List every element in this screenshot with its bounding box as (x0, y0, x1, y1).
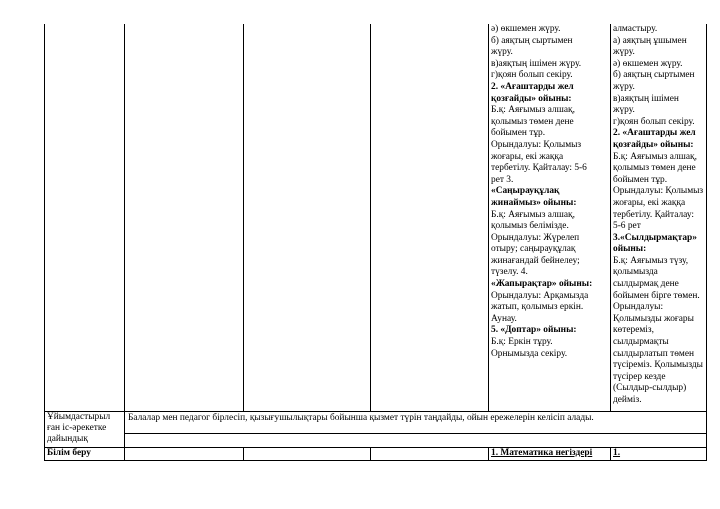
cell-line: ә) өкшемен жүру. (491, 24, 561, 34)
org-activity-text (128, 413, 703, 425)
cell-line: дейміз. (613, 395, 642, 405)
cell-line: 3.«Сылдырмақтар» (613, 232, 697, 243)
cell-line: г)қоян болып секіру. (613, 116, 695, 127)
grid-line (706, 24, 707, 461)
grid-line (243, 24, 244, 411)
org-label-line: ған іс-әрекетке (47, 423, 107, 433)
education-label-text: Білім беру (47, 448, 91, 458)
math-basics-text: 1. Математика негіздері (491, 448, 593, 458)
cell-line: Б.қ: Аяғымыз түзу, (613, 255, 689, 266)
cell-line: жинаймыз» ойыны: (491, 197, 577, 208)
grid-line (44, 24, 45, 461)
cell-line: жүру. (491, 47, 513, 58)
activity-cell-col5 (491, 24, 608, 360)
cell-line: 5-6 рет (613, 221, 641, 232)
cell-line: сылдырмақ дене (613, 279, 679, 290)
cell-line: сылдырмақты (613, 337, 669, 348)
cell-line: ойыны: (613, 244, 647, 255)
cell-line: 2. «Ағаштарды жел (613, 128, 696, 139)
cell-line: ә) өкшемен жүру. (613, 58, 683, 69)
cell-line: а) аяқтың ұшымен (613, 35, 687, 46)
cell-line: Орындалуы: Қолымыз (491, 139, 582, 150)
grid-line (488, 24, 489, 411)
cell-line: тербетілу. Қайталау: (613, 209, 694, 220)
cell-line: Б.қ: Аяғымыз алшақ, (491, 105, 575, 116)
cell-line: Б.қ: Аяғымыз алшақ, (491, 209, 575, 220)
grid-line (488, 447, 489, 461)
org-activity-label (47, 412, 123, 445)
cell-line: қолымыз белімізде. (491, 221, 569, 232)
cell-line: в)аяқтың ішімен жүру. (491, 58, 582, 69)
cell-line: бойымен бірге төмен. (613, 290, 700, 301)
cell-line: жинағандай бейнелеу; (491, 255, 580, 266)
cell-line: Б.қ: Еркін тұру. (491, 337, 553, 348)
cell-line: рет 3. (491, 174, 514, 185)
cell-line: Орындалуы: Қолымыз (613, 186, 704, 197)
cell-line: жүру. (613, 47, 635, 58)
cell-line: көтереміз, (613, 325, 654, 336)
org-label-line: Ұйымдастырыл (47, 412, 111, 422)
grid-line (44, 411, 707, 412)
grid-line (44, 460, 707, 461)
cell-line: «Жапырақтар» ойыны: (491, 279, 593, 290)
cell-line: Орнымызда секіру. (491, 348, 568, 359)
cell-line: бойымен тұр. (491, 128, 546, 139)
cell-line: в)аяқтың ішімен (613, 93, 679, 104)
cell-line: Орындалуы: Арқамызда (491, 290, 589, 301)
cell-line: бойымен тұр. (613, 174, 668, 185)
grid-line (243, 447, 244, 461)
cell-line: қозғайды» ойыны: (491, 93, 572, 104)
edu-col6-text: 1. (613, 448, 621, 458)
cell-line: «Саңырауқұлақ (491, 186, 560, 197)
grid-line (124, 24, 125, 461)
cell-line: жүру. (613, 81, 635, 92)
grid-line (370, 447, 371, 461)
org-label-line: дайындық (47, 434, 88, 444)
cell-line: Б.қ: Аяғымыз алшақ, (613, 151, 697, 162)
cell-line: жатып, қолымыз еркін. (491, 302, 584, 313)
cell-line: жүру. (613, 105, 635, 116)
cell-line: б) аяқтың сыртымен (491, 35, 573, 46)
cell-line: түсірер кезде (613, 371, 666, 382)
cell-line: Орындалуы: (613, 302, 664, 313)
cell-line: жоғары, екі жаққа (613, 197, 686, 208)
cell-line: жоғары, екі жаққа (491, 151, 564, 162)
cell-line: 2. «Ағаштарды жел (491, 81, 574, 92)
education-label (47, 448, 123, 460)
cell-line: Орындалуы: Жүрелеп (491, 232, 580, 243)
cell-line: отыру; саңырауқұлақ (491, 244, 576, 255)
cell-line: түсіреміз. Қолымызды (613, 360, 703, 371)
cell-line: б) аяқтың сыртымен (613, 70, 695, 81)
edu-col6-number (613, 448, 705, 460)
cell-line: қолымыз төмен дене (491, 116, 574, 127)
cell-line: қолымызда (613, 267, 658, 278)
math-basics-heading (491, 448, 608, 460)
cell-line: қолымыз төмен дене (613, 163, 696, 174)
grid-line (610, 24, 611, 411)
cell-line: г)қоян болып секіру. (491, 70, 573, 81)
cell-line: 5. «Доптар» ойыны: (491, 325, 577, 336)
activity-cell-col6 (613, 24, 705, 407)
cell-line: сылдырлатып төмен (613, 348, 695, 359)
org-activity-description: Балалар мен педагог бірлесіп, қызығушылықтары бойынша қызмет түрін таңдайды, ойын ережелерін келісіп алады. (128, 413, 594, 423)
grid-line (370, 24, 371, 411)
cell-line: Аунау. (491, 313, 517, 324)
grid-line (124, 433, 707, 434)
cell-line: түзелу. 4. (491, 267, 528, 278)
cell-line: алмастыру. (613, 24, 658, 34)
cell-line: қозғайды» ойыны: (613, 139, 694, 150)
grid-line (610, 447, 611, 461)
cell-line: (Сылдыр-сылдыр) (613, 383, 687, 394)
cell-line: Қолымызды жоғары (613, 313, 694, 324)
cell-line: тербетілу. Қайталау: 5-6 (491, 163, 587, 174)
